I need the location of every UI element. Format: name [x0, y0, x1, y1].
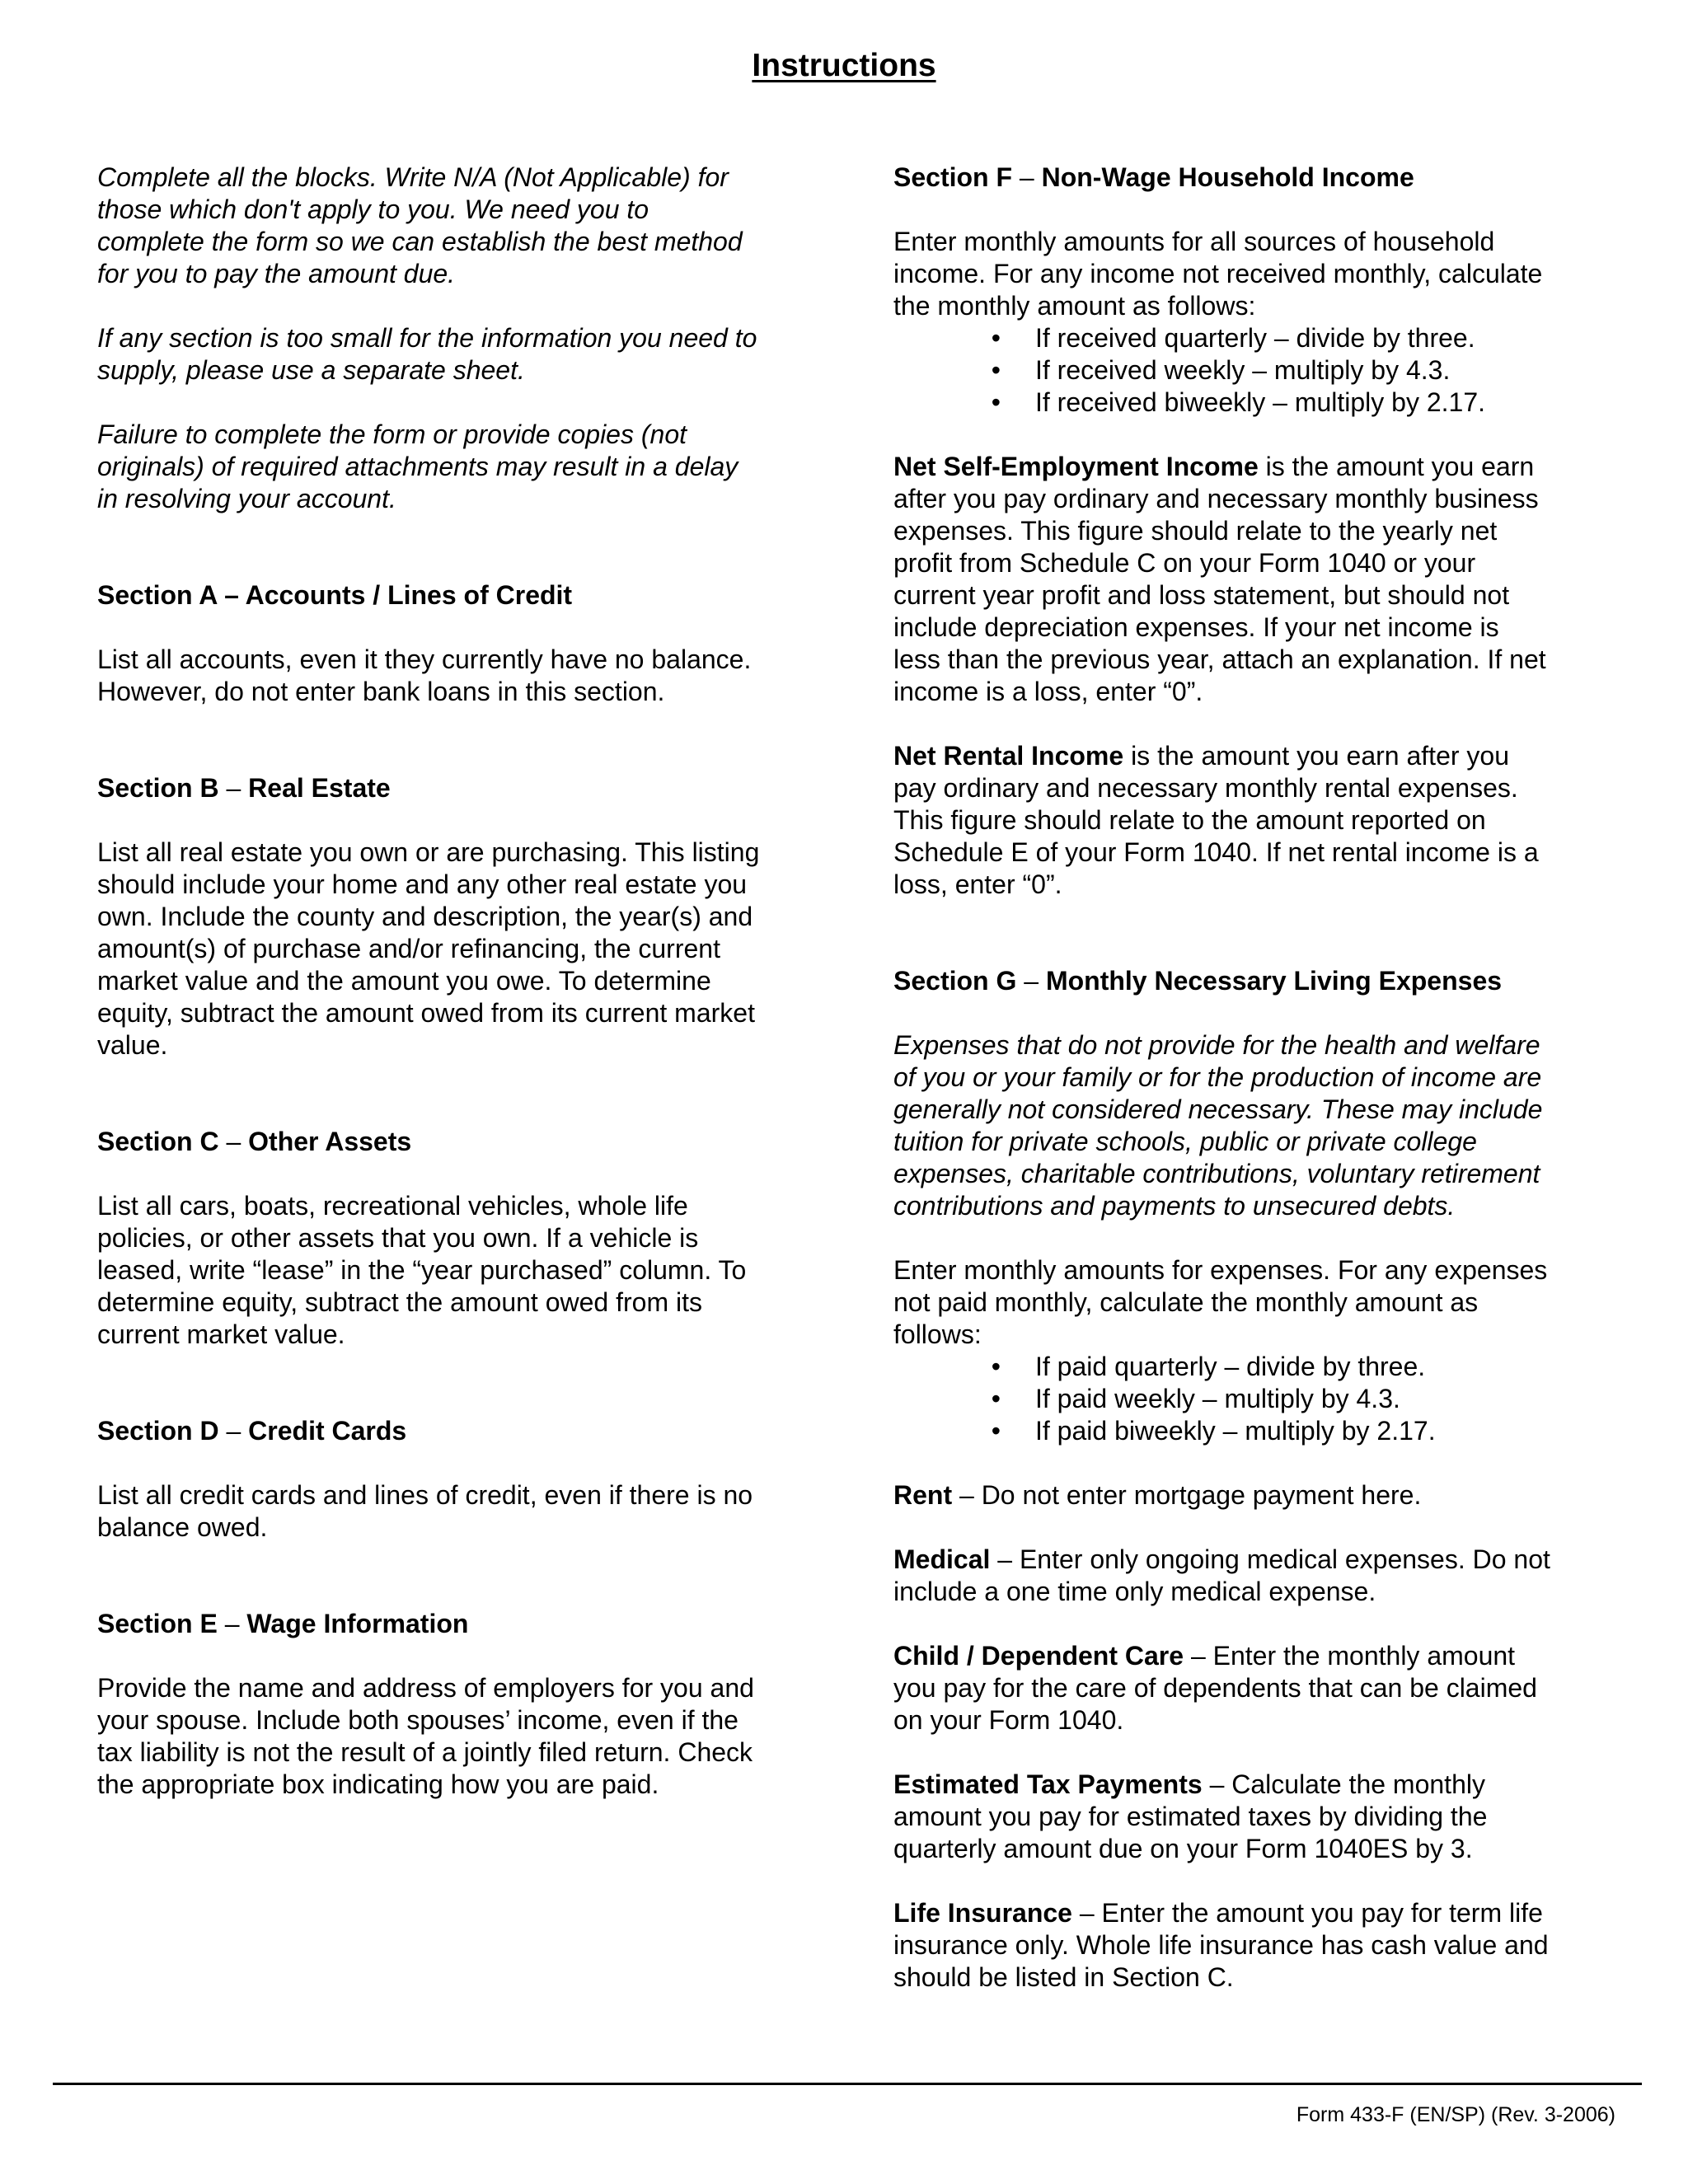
page-title: Instructions: [752, 48, 936, 83]
text-line: market value and the amount you owe. To determine: [97, 966, 711, 996]
text-line: Enter monthly amounts for all sources of household: [893, 227, 1495, 256]
text-line: own. Include the county and description, the year(s) and: [97, 902, 753, 931]
section-f-bullets: [893, 322, 1619, 419]
text-line: profit from Schedule C on your Form 1040 or your: [893, 548, 1476, 578]
text-line: current year profit and loss statement, but should not: [893, 580, 1510, 610]
section-g-body: [893, 1254, 1619, 1351]
text-line: loss, enter “0”.: [893, 869, 1062, 899]
bullet-icon: •: [991, 355, 1001, 385]
intro-paragraph: [97, 162, 806, 290]
text-line: for you to pay the amount due.: [97, 259, 456, 288]
list-item: • If paid quarterly – divide by three.: [893, 1351, 1619, 1383]
text-line: policies, or other assets that you own. If a vehicle is: [97, 1223, 699, 1253]
text-line: tax liability is not the result of a jointly filed return. Check: [97, 1737, 753, 1767]
text-line: generally not considered necessary. These may include: [893, 1094, 1543, 1124]
text-line: However, do not enter bank loans in this section.: [97, 677, 665, 706]
self-employment-paragraph: Net Self-Employment Income is the amount you earn after you pay ordinary and necessary monthly business expenses. This figure should relate to the yearly net profit from Schedule C on your Form 1040 or your current year profit and loss statement, but should not include depreciation expenses. If your net income is less than the previous year, attach an explanation. If net income is a loss, enter “0”.: [893, 451, 1619, 708]
text-line: value.: [97, 1030, 168, 1060]
text-line: the appropriate box indicating how you are paid.: [97, 1769, 659, 1799]
text-line: include a one time only medical expense.: [893, 1577, 1376, 1606]
term-label: Child / Dependent Care: [893, 1641, 1184, 1671]
text-line: balance owed.: [97, 1512, 268, 1542]
text-line: expenses, charitable contributions, voluntary retirement: [893, 1159, 1540, 1188]
text-line: List all cars, boats, recreational vehicles, whole life: [97, 1191, 688, 1221]
text-line: of you or your family or for the production of income are: [893, 1062, 1542, 1092]
life-insurance-paragraph: Life Insurance – Enter the amount you pay for term life insurance only. Whole life insurance has cash value and should be listed in Section C.: [893, 1897, 1619, 1994]
section-c-heading: Section C – Other Assets: [97, 1127, 412, 1156]
bullet-icon: •: [991, 387, 1001, 417]
list-item: • If received biweekly – multiply by 2.17.: [893, 387, 1619, 419]
text-line: the monthly amount as follows:: [893, 291, 1256, 321]
term-label: Life Insurance: [893, 1898, 1072, 1928]
text-line: If any section is too small for the information you need to: [97, 323, 757, 353]
text-line: equity, subtract the amount owed from its current market: [97, 998, 755, 1028]
section-a-body: [97, 644, 806, 708]
section-e-heading: Section E – Wage Information: [97, 1609, 469, 1638]
section-b-heading: Section B – Real Estate: [97, 773, 391, 803]
text-line: your spouse. Include both spouses’ income, even if the: [97, 1705, 738, 1735]
bullet-icon: •: [991, 1384, 1001, 1413]
text-line: quarterly amount due on your Form 1040ES by 3.: [893, 1834, 1473, 1863]
text-line: amount you pay for estimated taxes by dividing the: [893, 1802, 1488, 1831]
text-line: Expenses that do not provide for the health and welfare: [893, 1030, 1540, 1060]
text-line: Schedule E of your Form 1040. If net rental income is a: [893, 837, 1539, 867]
text-line: should be listed in Section C.: [893, 1962, 1234, 1992]
text-line: less than the previous year, attach an explanation. If net: [893, 644, 1546, 674]
bullet-icon: •: [991, 323, 1001, 353]
text-line: in resolving your account.: [97, 484, 396, 513]
section-c-body: [97, 1190, 806, 1351]
bullet-icon: •: [991, 1352, 1001, 1381]
section-d-heading: Section D – Credit Cards: [97, 1416, 407, 1446]
text-line: List all accounts, even it they currently have no balance.: [97, 644, 752, 674]
rent-paragraph: Rent – Do not enter mortgage payment here.: [893, 1480, 1422, 1510]
left-column: [97, 162, 806, 1801]
text-line: originals) of required attachments may result in a delay: [97, 452, 738, 481]
text-line: Complete all the blocks. Write N/A (Not Applicable) for: [97, 162, 729, 192]
term-label: Rent: [893, 1480, 953, 1510]
text-line: include depreciation expenses. If your net income is: [893, 612, 1499, 642]
section-g-heading: Section G – Monthly Necessary Living Expenses: [893, 966, 1503, 996]
section-f-heading: Section F – Non-Wage Household Income: [893, 162, 1414, 192]
section-g-bullets: [893, 1351, 1619, 1447]
medical-paragraph: Medical – Enter only ongoing medical expenses. Do not include a one time only medical expense.: [893, 1544, 1619, 1608]
text-line: you pay for the care of dependents that can be claimed: [893, 1673, 1537, 1703]
text-line: tuition for private schools, public or private college: [893, 1127, 1477, 1156]
text-line: List all credit cards and lines of credit, even if there is no: [97, 1480, 753, 1510]
text-line: determine equity, subtract the amount owed from its: [97, 1287, 702, 1317]
text-line: insurance only. Whole life insurance has cash value and: [893, 1930, 1549, 1960]
text-line: supply, please use a separate sheet.: [97, 355, 525, 385]
form-id-footer: Form 433-F (EN/SP) (Rev. 3-2006): [1296, 2103, 1615, 2126]
text-line: contributions and payments to unsecured debts.: [893, 1191, 1456, 1221]
text-line: income is a loss, enter “0”.: [893, 677, 1203, 706]
section-e-body: [97, 1672, 806, 1801]
text-line: after you pay ordinary and necessary monthly business: [893, 484, 1539, 513]
text-line: Failure to complete the form or provide copies (not: [97, 419, 687, 449]
text-line: expenses. This figure should relate to the yearly net: [893, 516, 1498, 546]
text-line: current market value.: [97, 1319, 345, 1349]
text-line: leased, write “lease” in the “year purchased” column. To: [97, 1255, 747, 1285]
section-g-note: [893, 1029, 1619, 1222]
intro-paragraph: [97, 419, 806, 515]
list-item: • If paid weekly – multiply by 4.3.: [893, 1383, 1619, 1415]
text-line: List all real estate you own or are purchasing. This listing: [97, 837, 760, 867]
text-line: not paid monthly, calculate the monthly amount as: [893, 1287, 1479, 1317]
footer-divider: [53, 2083, 1642, 2085]
term-label: Net Self-Employment Income: [893, 452, 1259, 481]
term-label: Estimated Tax Payments: [893, 1769, 1203, 1799]
text-line: Provide the name and address of employers for you and: [97, 1673, 754, 1703]
right-column: [893, 162, 1619, 1994]
text-line: pay ordinary and necessary monthly rental expenses.: [893, 773, 1518, 803]
text-line: should include your home and any other real estate you: [97, 869, 748, 899]
text-line: Enter monthly amounts for expenses. For any expenses: [893, 1255, 1548, 1285]
text-line: amount(s) of purchase and/or refinancing, the current: [97, 934, 720, 963]
intro-paragraph: [97, 322, 806, 387]
term-label: Net Rental Income: [893, 741, 1124, 771]
list-item: • If paid biweekly – multiply by 2.17.: [893, 1415, 1619, 1447]
dependent-care-paragraph: Child / Dependent Care – Enter the monthly amount you pay for the care of dependents that can be claimed on your Form 1040.: [893, 1640, 1619, 1736]
section-b-body: [97, 837, 806, 1062]
term-label: Medical: [893, 1544, 991, 1574]
text-line: follows:: [893, 1319, 982, 1349]
text-line: income. For any income not received monthly, calculate: [893, 259, 1543, 288]
rental-income-paragraph: Net Rental Income is the amount you earn after you pay ordinary and necessary monthly rental expenses. This figure should relate to the amount reported on Schedule E of your Form 1040. If net rental income is a loss, enter “0”.: [893, 740, 1619, 901]
text-line: complete the form so we can establish the best method: [97, 227, 743, 256]
section-f-body: [893, 226, 1619, 322]
text-line: This figure should relate to the amount reported on: [893, 805, 1486, 835]
section-a-heading: Section A – Accounts / Lines of Credit: [97, 580, 573, 610]
list-item: • If received quarterly – divide by three.: [893, 322, 1619, 354]
section-d-body: [97, 1479, 806, 1544]
text-line: on your Form 1040.: [893, 1705, 1124, 1735]
bullet-icon: •: [991, 1416, 1001, 1446]
list-item: • If received weekly – multiply by 4.3.: [893, 354, 1619, 387]
text-line: those which don't apply to you. We need you to: [97, 194, 649, 224]
estimated-tax-paragraph: Estimated Tax Payments – Calculate the monthly amount you pay for estimated taxes by dividing the quarterly amount due on your Form 1040ES by 3.: [893, 1769, 1619, 1865]
